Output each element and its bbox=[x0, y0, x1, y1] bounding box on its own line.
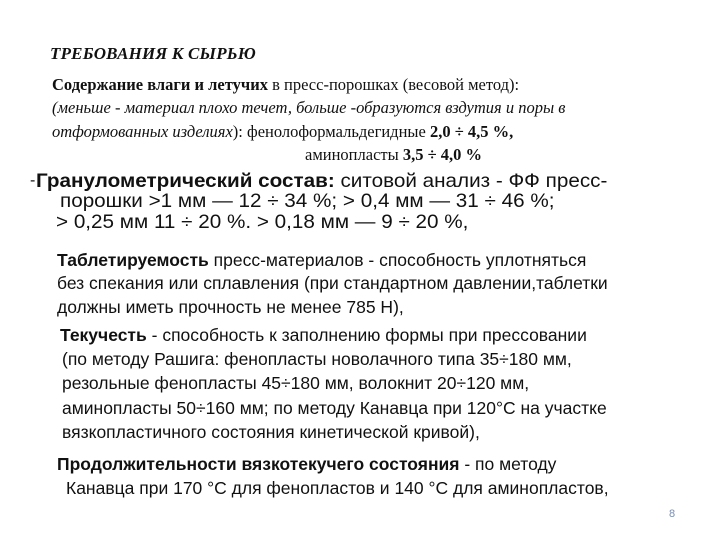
moisture-phenol-value: 2,0 ÷ 4,5 %, bbox=[429, 122, 514, 141]
moisture-line-3 bbox=[52, 121, 513, 143]
flow-line-2: (по методу Рашига: фенопласты новолачного типа 35÷180 мм, bbox=[62, 349, 572, 369]
flow-line-1 bbox=[60, 325, 587, 346]
duration-line-1 bbox=[57, 454, 556, 475]
granulometric-label: Гранулометрический состав: bbox=[36, 170, 335, 192]
slide-title: ТРЕБОВАНИЯ К СЫРЬЮ bbox=[50, 44, 256, 63]
moisture-amino-value: 3,5 ÷ 4,0 % bbox=[402, 145, 482, 164]
tablet-line-1 bbox=[57, 250, 586, 271]
flow-definition: - способность к заполнению формы при прессовании bbox=[146, 325, 587, 345]
tablet-label: Таблетируемость bbox=[57, 250, 209, 270]
moisture-line-2: (меньше - материал плохо течет, больше -образуются вздутия и поры в bbox=[52, 98, 566, 117]
flow-label: Текучесть bbox=[60, 325, 147, 345]
tablet-definition: пресс-материалов - способность уплотняться bbox=[208, 250, 587, 270]
moisture-phenol-label: ): фенолоформальдегидные bbox=[232, 122, 430, 141]
moisture-label: Содержание влаги и летучих bbox=[52, 75, 268, 94]
granulometric-method: ситовой анализ - ФФ пресс- bbox=[334, 170, 608, 192]
flow-line-4: аминопласты 50÷160 мм; по методу Канавца при 120°С на участке bbox=[62, 398, 607, 418]
tablet-line-3: должны иметь прочность не менее 785 Н), bbox=[57, 297, 404, 317]
moisture-line-1 bbox=[52, 74, 519, 96]
moisture-amino-label: аминопласты bbox=[305, 145, 403, 164]
flow-line-3: резольные фенопласты 45÷180 мм, волокнит 20÷120 мм, bbox=[62, 373, 530, 393]
moisture-method: в пресс-порошках (весовой метод): bbox=[267, 75, 520, 94]
tablet-line-2: без спекания или сплавления (при стандартном давлении,таблетки bbox=[57, 273, 608, 293]
moisture-note-italic: отформованных изделиях bbox=[52, 122, 233, 141]
granulometric-dash: - bbox=[30, 172, 36, 189]
duration-line-2: Канавца при 170 °С для фенопластов и 140 °С для аминопластов, bbox=[66, 478, 609, 498]
flow-line-5: вязкопластичного состояния кинетической кривой), bbox=[62, 422, 480, 442]
page-number: 8 bbox=[669, 508, 676, 520]
moisture-line-4 bbox=[305, 144, 482, 166]
granulometric-line-3: > 0,25 мм 11 ÷ 20 %. > 0,18 мм — 9 ÷ 20 %, bbox=[56, 211, 469, 233]
duration-method: - по методу bbox=[459, 454, 557, 474]
duration-label: Продолжительности вязкотекучего состояния bbox=[57, 454, 460, 474]
granulometric-line-2: порошки >1 мм — 12 ÷ 34 %; > 0,4 мм — 31 ÷ 46 %; bbox=[60, 190, 555, 212]
